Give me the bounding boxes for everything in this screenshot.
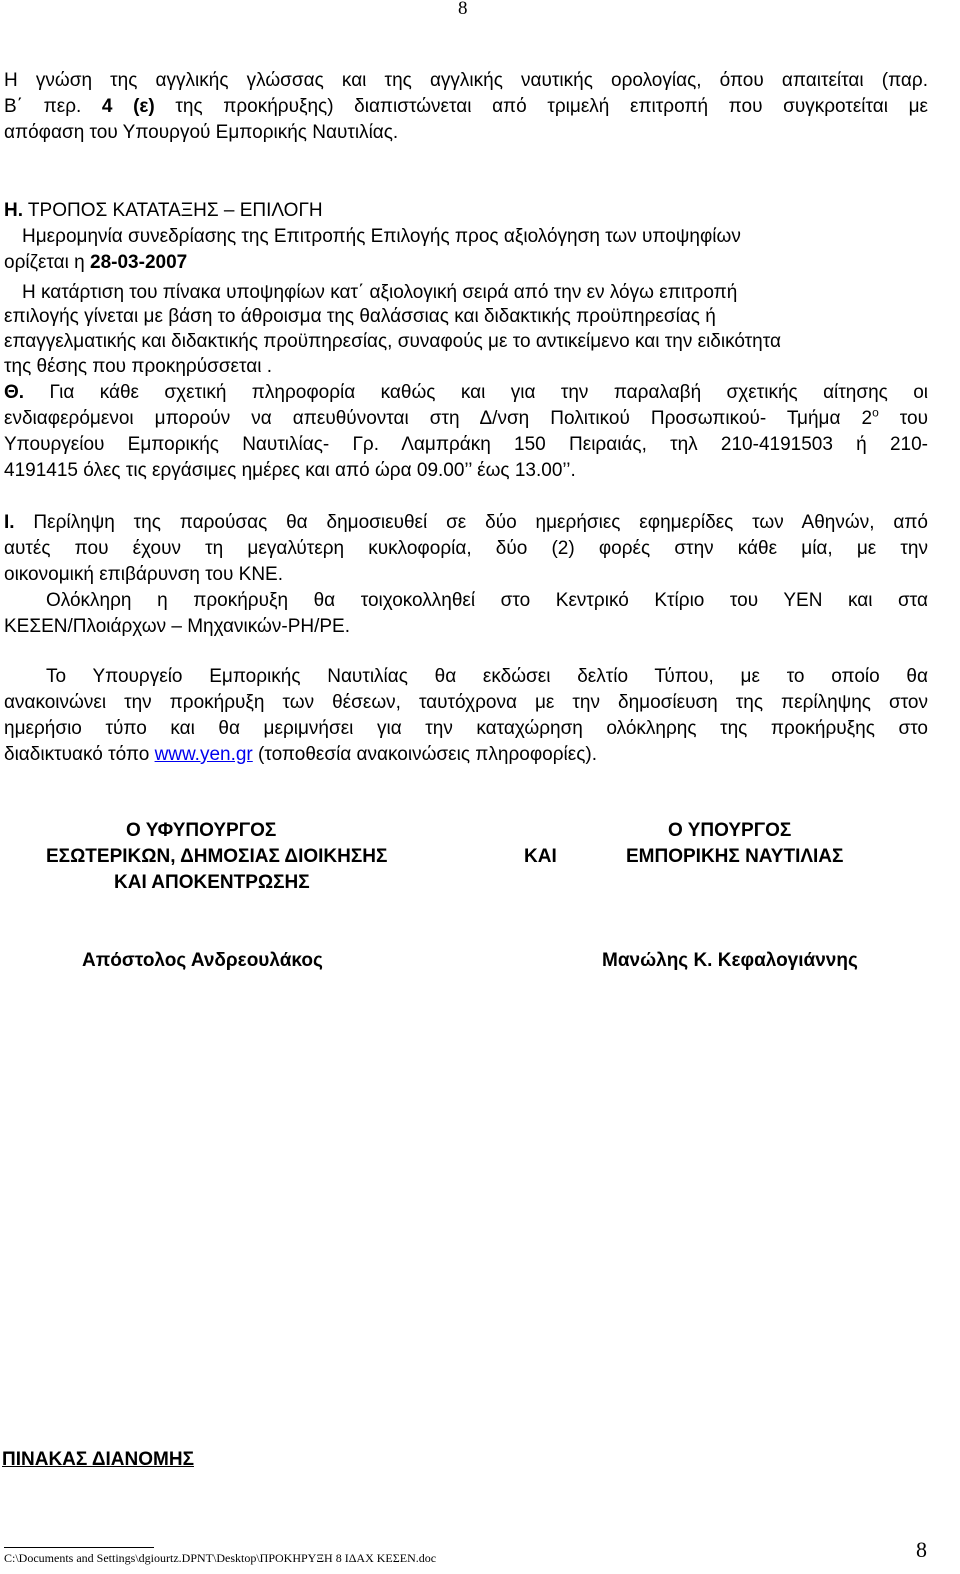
right-signatory-ministry: ΕΜΠΟΡΙΚΗΣ ΝΑΥΤΙΛΙΑΣ [626, 846, 844, 867]
paragraph-line: Η κατάρτιση του πίνακα υποψηφίων κατ΄ αξιολογική σειρά από την εν λόγω επιτροπή [22, 282, 738, 303]
section-letter: Θ. [4, 382, 25, 403]
left-signatory-ministry-cont: ΚΑΙ ΑΠΟΚΕΝΤΡΩΣΗΣ [114, 872, 310, 893]
paragraph-line: Ημερομηνία συνεδρίασης της Επιτροπής Επιλογής προς αξιολόγηση των υποψηφίων [22, 226, 741, 247]
left-signatory-name: Απόστολος Ανδρεουλάκος [82, 950, 323, 971]
paragraph-line: απόφαση του Υπουργού Εμπορικής Ναυτιλίας. [4, 122, 399, 143]
paragraph-line: 4191415 όλες τις εργάσιμες ημέρες και από ώρα 09.00’’ έως 13.00’’. [4, 460, 576, 481]
text-run: ενδιαφερόμενοι μπορούν να απευθύνονται στη Δ/νση Πολιτικού Προσωπικού- Τμήμα 2 [4, 408, 873, 429]
text-run: (τοποθεσία ανακοινώσεις πληροφορίες). [252, 744, 597, 765]
footer-file-path: C:\Documents and Settings\dgiourtz.DPNT\Desktop\ΠΡΟΚΗΡΥΞΗ 8 ΙΔΑΧ ΚΕΣΕΝ.doc [4, 1551, 437, 1565]
section-letter: Η. [4, 200, 23, 221]
paragraph-line [4, 94, 928, 120]
text-run: ορίζεται η [4, 252, 91, 273]
header-page-number: 8 [458, 0, 468, 19]
reference-bold: 4 (ε) [101, 96, 155, 117]
paragraph-line: ημερήσιο τύπο και θα μεριμνήσει για την καταχώρηση ολόκληρης της προκήρυξης στο [4, 718, 928, 739]
footer-page-number: 8 [916, 1537, 927, 1562]
paragraph-line: Ολόκληρη η προκήρυξη θα τοιχοκολληθεί στο Κεντρικό Κτίριο του ΥΕΝ και στα [46, 590, 928, 611]
section-title: ΤΡΟΠΟΣ ΚΑΤΑΤΑΞΗΣ – ΕΠΙΛΟΓΗ [23, 200, 323, 221]
text-run: του [878, 408, 928, 429]
paragraph-line [4, 510, 928, 536]
left-signatory-ministry: ΕΣΩΤΕΡΙΚΩΝ, ΔΗΜΟΣΙΑΣ ΔΙΟΙΚΗΣΗΣ [46, 846, 388, 867]
paragraph-line: Η γνώση της αγγλικής γλώσσας και της αγγλικής ναυτικής ορολογίας, όπου απαιτείται (παρ. [4, 70, 928, 91]
paragraph-line [4, 380, 928, 406]
paragraph-line: της θέσης που προκηρύσσεται . [4, 356, 273, 377]
section-h-heading [4, 198, 928, 224]
meeting-date: 28-03-2007 [90, 252, 188, 273]
paragraph-line: επαγγελματικής και διδακτικής προϋπηρεσίας, συναφούς με το αντικείμενο και την ειδικότητα [4, 331, 781, 352]
section-letter: Ι. [4, 512, 15, 533]
paragraph-line [4, 250, 928, 276]
paragraph-line: Υπουργείου Εμπορικής Ναυτιλίας- Γρ. Λαμπράκη 150 Πειραιάς, τηλ 210-4191503 ή 210- [4, 434, 928, 455]
paragraph-line [4, 742, 928, 768]
right-signatory-name: Μανώλης Κ. Κεφαλογιάννης [602, 950, 858, 971]
left-signatory-title: Ο ΥΦΥΠΟΥΡΓΟΣ [126, 820, 277, 841]
paragraph-line: ΚΕΣΕΝ/Πλοιάρχων – Μηχανικών-ΡΗ/ΡΕ. [4, 616, 350, 637]
footer-divider [4, 1547, 154, 1548]
paragraph-line: ανακοινώνει την προκήρυξη των θέσεων, ταυτόχρονα με την δημοσίευση της περίληψης στον [4, 692, 928, 713]
superscript: ο [872, 405, 879, 420]
paragraph-line [4, 406, 928, 432]
text-run: Β΄ περ. [4, 96, 102, 117]
website-link[interactable]: www.yen.gr [154, 744, 253, 765]
conjunction: ΚΑΙ [524, 846, 557, 867]
paragraph-line: οικονομική επιβάρυνση του ΚΝΕ. [4, 564, 284, 585]
paragraph-line: αυτές που έχουν τη μεγαλύτερη κυκλοφορία, δύο (2) φορές στην κάθε μία, με την [4, 538, 928, 559]
text-run: διαδικτυακό τόπο [4, 744, 155, 765]
right-signatory-title: Ο ΥΠΟΥΡΓΟΣ [668, 820, 792, 841]
text-run: της προκήρυξης) διαπιστώνεται από τριμελή επιτροπή που συγκροτείται με [154, 96, 928, 117]
paragraph-line: Το Υπουργείο Εμπορικής Ναυτιλίας θα εκδώσει δελτίο Τύπου, με το οποίο θα [46, 666, 928, 687]
text-run: Περίληψη της παρούσας θα δημοσιευθεί σε δύο ημερήσιες εφημερίδες των Αθηνών, από [14, 512, 928, 533]
distribution-title: ΠΙΝΑΚΑΣ ΔΙΑΝΟΜΗΣ [2, 1449, 194, 1470]
text-run: Για κάθε σχετική πληροφορία καθώς και για την παραλαβή σχετικής αίτησης οι [24, 382, 928, 403]
paragraph-line: επιλογής γίνεται με βάση το άθροισμα της θαλάσσιας και διδακτικής προϋπηρεσίας ή [4, 306, 716, 327]
